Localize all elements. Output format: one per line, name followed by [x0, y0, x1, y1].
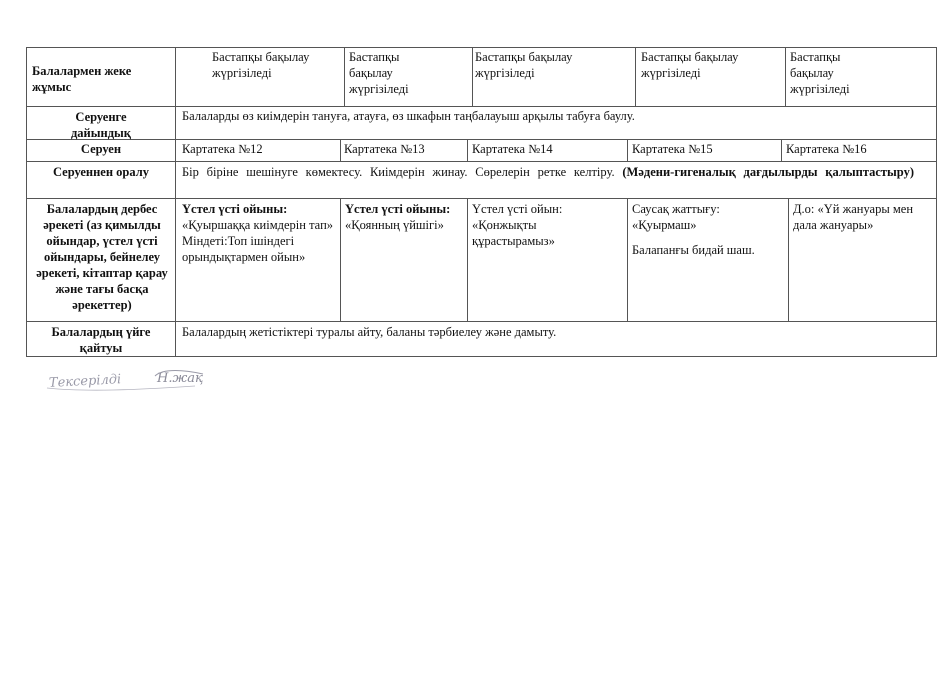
row-divider — [26, 198, 937, 199]
activity-cell-1 — [182, 201, 335, 265]
cell-divider — [627, 139, 628, 161]
row-header-return: Серуеннен оралу — [52, 165, 150, 179]
activity-cell-4-line-2: Балапанғы бидай шаш. — [632, 243, 755, 257]
individual-cell-4: Бастапқы бақылау жүргізіледі — [641, 50, 739, 80]
row-header-walk-preparation: Серуенге дайындық — [70, 110, 132, 140]
activity-cell-1-line-2: Міндеті:Топ ішіндегі орындықтармен ойын» — [182, 234, 306, 264]
row-header-walk: Серуен — [80, 142, 122, 156]
walk-cell-2: Картатека №13 — [344, 142, 425, 156]
row-header-independent-activity: Балалардың дербес әрекеті (аз қимылды ойындар, үстел үсті ойындары, бейнелеу әрекеті, кітаптар қарау және тағы басқа әрекеттер) — [36, 202, 168, 312]
cell-divider — [340, 198, 341, 321]
row-header-individual-work: Балалармен жеке жұмыс — [32, 64, 132, 94]
cell-divider — [467, 139, 468, 161]
activity-cell-3-title: Үстел үсті ойын: — [472, 202, 563, 216]
activity-cell-5 — [793, 201, 931, 233]
cell-divider — [340, 139, 341, 161]
activity-cell-1-line-1: «Қуыршаққа киімдерін тап» — [182, 218, 334, 232]
cell-divider — [785, 47, 786, 106]
walk-cell-5: Картатека №16 — [786, 142, 867, 156]
signature-text: Тексерілді — [48, 372, 122, 391]
activity-cell-3-line-1: «Қонжықты құрастырамыз» — [472, 218, 555, 248]
activity-cell-4-line-1: «Қуырмаш» — [632, 218, 697, 232]
activity-cell-5-title: Д.о: «Үй жануары мен дала жануары» — [793, 202, 914, 232]
table-border-right — [936, 47, 937, 357]
walk-cell-3: Картатека №14 — [472, 142, 553, 156]
individual-cell-5: Бастапқы бақылау жүргізіледі — [790, 50, 850, 96]
activity-cell-1-title: Үстел үсті ойыны: — [182, 202, 288, 216]
signature-initial: Н.жақ — [157, 371, 203, 386]
signature-stamp — [45, 364, 210, 398]
row-header-going-home: Балалардың үйге қайтуы — [51, 325, 151, 355]
signature-icon — [45, 364, 210, 398]
table-border-bottom — [26, 356, 937, 357]
cell-divider — [635, 47, 636, 106]
going-home-text: Балалардың жетістіктері туралы айту, баланы тәрбиелеу және дамыту. — [182, 325, 557, 339]
activity-cell-2-line-1: «Қоянның үйшігі» — [345, 218, 444, 232]
table-border-left — [26, 47, 27, 357]
activity-cell-3 — [472, 201, 622, 249]
cell-divider — [344, 47, 345, 106]
activity-cell-4-title: Саусақ жаттығу: — [632, 202, 720, 216]
return-bold-text: (Мәдени-гигеналық дағдылырды қалыптастыру) — [622, 165, 915, 179]
individual-cell-3: Бастапқы бақылау жүргізіледі — [475, 50, 573, 80]
row-divider — [26, 139, 937, 140]
walk-preparation-text: Балаларды өз киімдерін тануға, атауға, өз шкафын таңбалауыш арқылы табуға баулу. — [182, 109, 635, 123]
row-divider — [26, 321, 937, 322]
table-border-top — [26, 47, 937, 48]
cell-divider — [788, 198, 789, 321]
row-divider — [26, 161, 937, 162]
row-divider — [26, 106, 937, 107]
individual-cell-1: Бастапқы бақылау жүргізіледі — [212, 50, 310, 80]
activity-cell-2 — [345, 201, 465, 233]
return-plain-text: Бір біріне шешінуге көмектесу. Киімдерін жинау. Сөрелерін ретке келтіру. — [182, 165, 615, 179]
header-column-divider — [175, 47, 176, 357]
individual-cell-2: Бастапқы бақылау жүргізіледі — [349, 50, 409, 96]
cell-divider — [472, 47, 473, 106]
cell-divider — [627, 198, 628, 321]
cell-divider — [781, 139, 782, 161]
activity-cell-2-title: Үстел үсті ойыны: — [345, 202, 451, 216]
cell-divider — [467, 198, 468, 321]
activity-cell-4 — [632, 201, 782, 258]
walk-cell-4: Картатека №15 — [632, 142, 713, 156]
walk-cell-1: Картатека №12 — [182, 142, 263, 156]
return-text — [182, 164, 914, 180]
